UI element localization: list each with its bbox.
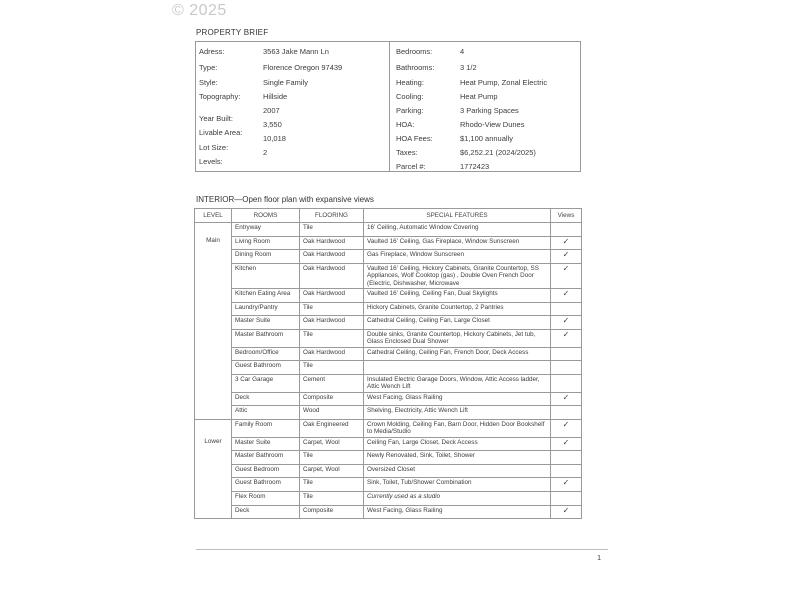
features-cell: Crown Molding, Ceiling Fan, Barn Door, Hidden Door Bookshelf to Media/Studio bbox=[364, 419, 551, 437]
label-type: Type: bbox=[199, 63, 218, 72]
flooring-cell: Oak Hardwood bbox=[300, 263, 364, 288]
table-row bbox=[195, 374, 582, 392]
level-cell bbox=[195, 250, 232, 264]
value-bathrooms: 3 1/2 bbox=[460, 63, 477, 72]
features-cell: Gas Fireplace, Window Sunscreen bbox=[364, 250, 551, 264]
view-checkmark-icon: ✓ bbox=[551, 329, 582, 347]
level-cell bbox=[195, 289, 232, 303]
view-checkmark-icon: ✓ bbox=[551, 316, 582, 330]
views-cell bbox=[551, 302, 582, 316]
flooring-cell: Composite bbox=[300, 392, 364, 406]
label-taxes: Taxes: bbox=[396, 148, 418, 157]
views-cell bbox=[551, 361, 582, 375]
features-cell: Sink, Toilet, Tub/Shower Combination bbox=[364, 478, 551, 492]
property-brief-title: PROPERTY BRIEF bbox=[196, 28, 269, 37]
room-cell: 3 Car Garage bbox=[232, 374, 300, 392]
level-cell: Lower bbox=[195, 437, 232, 451]
value-style: Single Family bbox=[263, 78, 309, 87]
header-flooring: FLOORING bbox=[300, 209, 364, 223]
table-row bbox=[195, 361, 582, 375]
table-row bbox=[195, 347, 582, 361]
room-cell: Bedroom/Office bbox=[232, 347, 300, 361]
flooring-cell: Oak Hardwood bbox=[300, 236, 364, 250]
property-brief-divider bbox=[389, 41, 390, 172]
value-year-built: 2007 bbox=[263, 106, 280, 115]
room-cell: Master Suite bbox=[232, 316, 300, 330]
value-bedrooms: 4 bbox=[460, 47, 465, 56]
level-cell bbox=[195, 392, 232, 406]
table-row bbox=[195, 419, 582, 437]
room-cell: Family Room bbox=[232, 419, 300, 437]
features-cell: Vaulted 16' Ceiling, Hickory Cabinets, Granite Countertop, SS Appliances, Wolf Cooktop (gas) , Double Oven French Door (Electric, Dishwasher, Microwave bbox=[364, 263, 551, 288]
page-number: 1 bbox=[597, 553, 602, 562]
label-address: Adress: bbox=[199, 47, 225, 56]
view-checkmark-icon: ✓ bbox=[551, 236, 582, 250]
flooring-cell: Tile bbox=[300, 223, 364, 237]
flooring-cell: Tile bbox=[300, 478, 364, 492]
label-lot-size: Lot Size: bbox=[199, 143, 229, 152]
table-row bbox=[195, 478, 582, 492]
view-checkmark-icon: ✓ bbox=[551, 419, 582, 437]
room-cell: Entryway bbox=[232, 223, 300, 237]
room-cell: Deck bbox=[232, 392, 300, 406]
room-cell: Dining Room bbox=[232, 250, 300, 264]
flooring-cell: Oak Engineered bbox=[300, 419, 364, 437]
flooring-cell: Cement bbox=[300, 374, 364, 392]
features-cell: Cathedral Ceiling, Ceiling Fan, French Door, Deck Access bbox=[364, 347, 551, 361]
value-levels: 2 bbox=[263, 148, 268, 157]
flooring-cell: Tile bbox=[300, 491, 364, 505]
value-type: Florence Oregon 97439 bbox=[263, 63, 343, 72]
table-row bbox=[195, 263, 582, 288]
view-checkmark-icon: ✓ bbox=[551, 263, 582, 288]
table-row bbox=[195, 505, 582, 519]
features-cell: Shelving, Electricity, Attic Wench Lift bbox=[364, 406, 551, 420]
table-row bbox=[195, 392, 582, 406]
room-cell: Laundry/Pantry bbox=[232, 302, 300, 316]
interior-table-body bbox=[195, 223, 582, 519]
room-cell: Master Bathroom bbox=[232, 451, 300, 465]
features-cell: Vaulted 16' Ceiling, Ceiling Fan, Dual Skylights bbox=[364, 289, 551, 303]
flooring-cell: Carpet, Wool bbox=[300, 464, 364, 478]
view-checkmark-icon: ✓ bbox=[551, 289, 582, 303]
level-cell bbox=[195, 451, 232, 465]
label-hoa-fees: HOA Fees: bbox=[396, 134, 433, 143]
label-cooling: Cooling: bbox=[396, 92, 424, 101]
value-address: 3563 Jake Mann Ln bbox=[263, 47, 329, 56]
flooring-cell: Tile bbox=[300, 361, 364, 375]
copyright-watermark: © 2025 bbox=[172, 2, 227, 19]
level-cell bbox=[195, 478, 232, 492]
room-cell: Kitchen bbox=[232, 263, 300, 288]
flooring-cell: Oak Hardwood bbox=[300, 316, 364, 330]
value-hoa: Rhodo-View Dunes bbox=[460, 120, 525, 129]
value-parcel: 1772423 bbox=[460, 162, 490, 171]
label-livable-area: Livable Area: bbox=[199, 128, 243, 137]
views-cell bbox=[551, 406, 582, 420]
value-heating: Heat Pump, Zonal Electric bbox=[460, 78, 548, 87]
value-cooling: Heat Pump bbox=[460, 92, 498, 101]
features-cell: West Facing, Glass Railing bbox=[364, 392, 551, 406]
value-hoa-fees: $1,100 annually bbox=[460, 134, 513, 143]
features-cell: Cathedral Ceiling, Ceiling Fan, Large Closet bbox=[364, 316, 551, 330]
label-parking: Parking: bbox=[396, 106, 424, 115]
table-row bbox=[195, 491, 582, 505]
table-row bbox=[195, 329, 582, 347]
label-year-built: Year Built: bbox=[199, 114, 233, 123]
features-cell: Double sinks, Granite Countertop, Hickory Cabinets, Jet tub, Glass Enclosed Dual Shower bbox=[364, 329, 551, 347]
level-cell bbox=[195, 316, 232, 330]
table-row bbox=[195, 316, 582, 330]
level-cell bbox=[195, 374, 232, 392]
header-rooms: ROOMS bbox=[232, 209, 300, 223]
label-levels: Levels: bbox=[199, 157, 223, 166]
features-cell: Insulated Electric Garage Doors, Window, Attic Access ladder, Attic Wench Lift bbox=[364, 374, 551, 392]
level-cell bbox=[195, 329, 232, 347]
table-row bbox=[195, 406, 582, 420]
room-cell: Guest Bathroom bbox=[232, 478, 300, 492]
flooring-cell: Tile bbox=[300, 451, 364, 465]
views-cell bbox=[551, 374, 582, 392]
interior-section-title: INTERIOR—Open floor plan with expansive views bbox=[196, 195, 374, 204]
features-cell: Hickory Cabinets, Granite Countertop, 2 Pantries bbox=[364, 302, 551, 316]
views-cell bbox=[551, 491, 582, 505]
level-cell: Main bbox=[195, 236, 232, 250]
header-special-features: SPECIAL FEATURES bbox=[364, 209, 551, 223]
interior-table bbox=[194, 208, 582, 519]
level-cell bbox=[195, 347, 232, 361]
table-row bbox=[195, 289, 582, 303]
features-cell: Vaulted 16' Ceiling, Gas Fireplace, Window Sunscreen bbox=[364, 236, 551, 250]
features-note: Currently used as a studio bbox=[367, 492, 441, 500]
view-checkmark-icon: ✓ bbox=[551, 250, 582, 264]
views-cell bbox=[551, 451, 582, 465]
view-checkmark-icon: ✓ bbox=[551, 437, 582, 451]
header-views: Views bbox=[551, 209, 582, 223]
room-cell: Master Suite bbox=[232, 437, 300, 451]
value-parking: 3 Parking Spaces bbox=[460, 106, 519, 115]
table-row bbox=[195, 250, 582, 264]
room-cell: Flex Room bbox=[232, 491, 300, 505]
features-cell bbox=[364, 361, 551, 375]
room-cell: Deck bbox=[232, 505, 300, 519]
room-cell: Guest Bathroom bbox=[232, 361, 300, 375]
level-cell bbox=[195, 419, 232, 437]
footer-divider bbox=[196, 549, 608, 550]
flooring-cell: Wood bbox=[300, 406, 364, 420]
view-checkmark-icon: ✓ bbox=[551, 478, 582, 492]
table-row bbox=[195, 451, 582, 465]
table-row bbox=[195, 464, 582, 478]
level-cell bbox=[195, 464, 232, 478]
flooring-cell: Oak Hardwood bbox=[300, 347, 364, 361]
label-heating: Heating: bbox=[396, 78, 424, 87]
level-cell bbox=[195, 406, 232, 420]
view-checkmark-icon: ✓ bbox=[551, 392, 582, 406]
value-livable-area: 3,550 bbox=[263, 120, 282, 129]
header-level: LEVEL bbox=[195, 209, 232, 223]
features-cell: Oversized Closet bbox=[364, 464, 551, 478]
view-checkmark-icon: ✓ bbox=[551, 505, 582, 519]
flooring-cell: Carpet, Wool bbox=[300, 437, 364, 451]
flooring-cell: Composite bbox=[300, 505, 364, 519]
level-cell bbox=[195, 491, 232, 505]
room-cell: Living Room bbox=[232, 236, 300, 250]
features-cell: 16' Ceiling, Automatic Window Covering bbox=[364, 223, 551, 237]
level-cell bbox=[195, 263, 232, 288]
level-cell bbox=[195, 505, 232, 519]
flooring-cell: Oak Hardwood bbox=[300, 289, 364, 303]
views-cell bbox=[551, 223, 582, 237]
table-row bbox=[195, 236, 582, 250]
value-topography: Hillside bbox=[263, 92, 288, 101]
room-cell: Attic bbox=[232, 406, 300, 420]
label-hoa: HOA: bbox=[396, 120, 415, 129]
features-cell: Ceiling Fan, Large Closet, Deck Access bbox=[364, 437, 551, 451]
label-bedrooms: Bedrooms: bbox=[396, 47, 433, 56]
room-cell: Guest Bedroom bbox=[232, 464, 300, 478]
level-cell bbox=[195, 361, 232, 375]
table-header-row bbox=[195, 209, 582, 223]
label-style: Style: bbox=[199, 78, 218, 87]
table-row bbox=[195, 437, 582, 451]
value-lot-size: 10,018 bbox=[263, 134, 286, 143]
level-cell bbox=[195, 302, 232, 316]
views-cell bbox=[551, 347, 582, 361]
room-cell: Master Bathroom bbox=[232, 329, 300, 347]
value-taxes: $6,252.21 (2024/2025) bbox=[460, 148, 536, 157]
features-cell: West Facing, Glass Railing bbox=[364, 505, 551, 519]
label-bathrooms: Bathrooms: bbox=[396, 63, 435, 72]
views-cell bbox=[551, 464, 582, 478]
room-cell: Kitchen Eating Area bbox=[232, 289, 300, 303]
table-row bbox=[195, 302, 582, 316]
table-row bbox=[195, 223, 582, 237]
label-parcel: Parcel #: bbox=[396, 162, 426, 171]
level-cell bbox=[195, 223, 232, 237]
flooring-cell: Tile bbox=[300, 329, 364, 347]
features-cell: Newly Renovated, Sink, Toilet, Shower bbox=[364, 451, 551, 465]
flooring-cell: Tile bbox=[300, 302, 364, 316]
label-topography: Topography: bbox=[199, 92, 241, 101]
features-cell bbox=[364, 491, 551, 505]
flooring-cell: Oak Hardwood bbox=[300, 250, 364, 264]
